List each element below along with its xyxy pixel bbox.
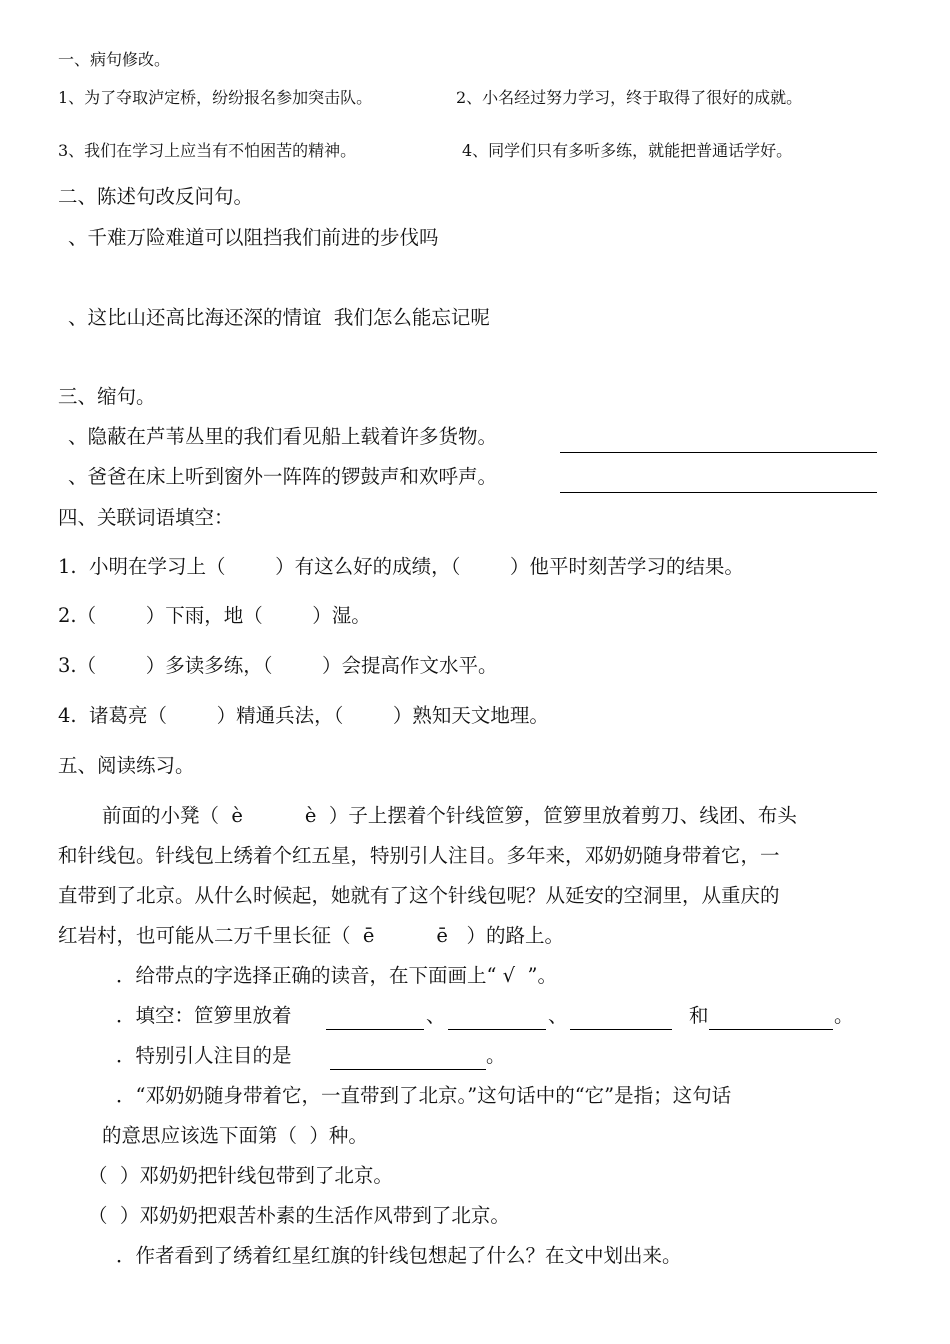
section5-heading: 五、阅读练习。 bbox=[58, 754, 195, 777]
reading-question-3: ．特别引人注目的是 bbox=[116, 1044, 292, 1067]
choice-option-1[interactable]: （ ）邓奶奶把针线包带到了北京。 bbox=[88, 1164, 393, 1187]
section4-item-1: 1. 小明在学习上（ ）有这么好的成绩，（ ）他平时刻苦学习的结果。 bbox=[58, 555, 744, 578]
section1-heading: 一、病句修改。 bbox=[58, 50, 171, 69]
reading-passage-line-2: 和针线包。针线包上绣着个红五星，特别引人注目。多年来，邓奶奶随身带着它，一 bbox=[58, 844, 780, 867]
section1-item-4: 4、同学们只有多听多练，就能把普通话学好。 bbox=[462, 141, 793, 160]
section1-item-3: 3、我们在学习上应当有不怕困苦的精神。 bbox=[58, 141, 357, 160]
section3-item-2: 、爸爸在床上听到窗外一阵阵的锣鼓声和欢呼声。 bbox=[68, 465, 498, 488]
reading-question-1: ．给带点的字选择正确的读音，在下面画上“ √ ”。 bbox=[116, 964, 557, 987]
q3-blank[interactable] bbox=[330, 1069, 486, 1070]
reading-question-2: ．填空：笸箩里放着 bbox=[116, 1004, 292, 1027]
q2-blank-3[interactable] bbox=[570, 1029, 672, 1030]
q2-separator-1: 、 bbox=[426, 1004, 446, 1027]
section2-heading: 二、陈述句改反问句。 bbox=[58, 185, 254, 208]
q2-blank-2[interactable] bbox=[448, 1029, 546, 1030]
section4-heading: 四、关联词语填空： bbox=[58, 506, 234, 529]
section2-item-1: 、千难万险难道可以阻挡我们前进的步伐吗 bbox=[68, 226, 439, 249]
choice-option-2[interactable]: （ ）邓奶奶把艰苦朴素的生活作风带到了北京。 bbox=[88, 1204, 510, 1227]
section3-answer-line-2[interactable] bbox=[560, 492, 877, 493]
q2-separator-2: 、 bbox=[548, 1004, 568, 1027]
section4-item-3: 3.（ ）多读多练，（ ）会提高作文水平。 bbox=[58, 654, 498, 677]
section3-heading: 三、缩句。 bbox=[58, 385, 156, 408]
q3-end: 。 bbox=[486, 1044, 506, 1067]
section1-item-2: 2、小名经过努力学习，终于取得了很好的成就。 bbox=[456, 88, 803, 107]
section3-item-1: 、隐蔽在芦苇丛里的我们看见船上载着许多货物。 bbox=[68, 425, 498, 448]
reading-question-4-line-2: 的意思应该选下面第（ ）种。 bbox=[102, 1124, 368, 1147]
reading-passage-line-1: 前面的小凳（ è è ）子上摆着个针线笸箩，笸箩里放着剪刀、线团、布头 bbox=[102, 804, 797, 827]
section1-item-1: 1、为了夺取泸定桥，纷纷报名参加突击队。 bbox=[58, 88, 373, 107]
section4-item-4: 4. 诸葛亮（ ）精通兵法，（ ）熟知天文地理。 bbox=[58, 704, 549, 727]
q2-blank-4[interactable] bbox=[709, 1029, 833, 1030]
reading-passage-line-3: 直带到了北京。从什么时候起，她就有了这个针线包呢？从延安的空洞里，从重庆的 bbox=[58, 884, 780, 907]
reading-passage-line-4: 红岩村，也可能从二万千里长征（ ē ē ）的路上。 bbox=[58, 924, 565, 947]
reading-question-4-line-1: ．“邓奶奶随身带着它，一直带到了北京。”这句话中的“它”是指；这句话 bbox=[116, 1084, 732, 1107]
section3-answer-line-1[interactable] bbox=[560, 452, 877, 453]
q2-end: 。 bbox=[834, 1004, 854, 1027]
q2-blank-1[interactable] bbox=[326, 1029, 424, 1030]
section4-item-2: 2.（ ）下雨，地（ ）湿。 bbox=[58, 604, 371, 627]
section2-item-2: 、这比山还高比海还深的情谊 我们怎么能忘记呢 bbox=[68, 306, 490, 329]
reading-question-5: ．作者看到了绣着红星红旗的针线包想起了什么？在文中划出来。 bbox=[116, 1244, 682, 1267]
q2-and: 和 bbox=[689, 1004, 709, 1027]
